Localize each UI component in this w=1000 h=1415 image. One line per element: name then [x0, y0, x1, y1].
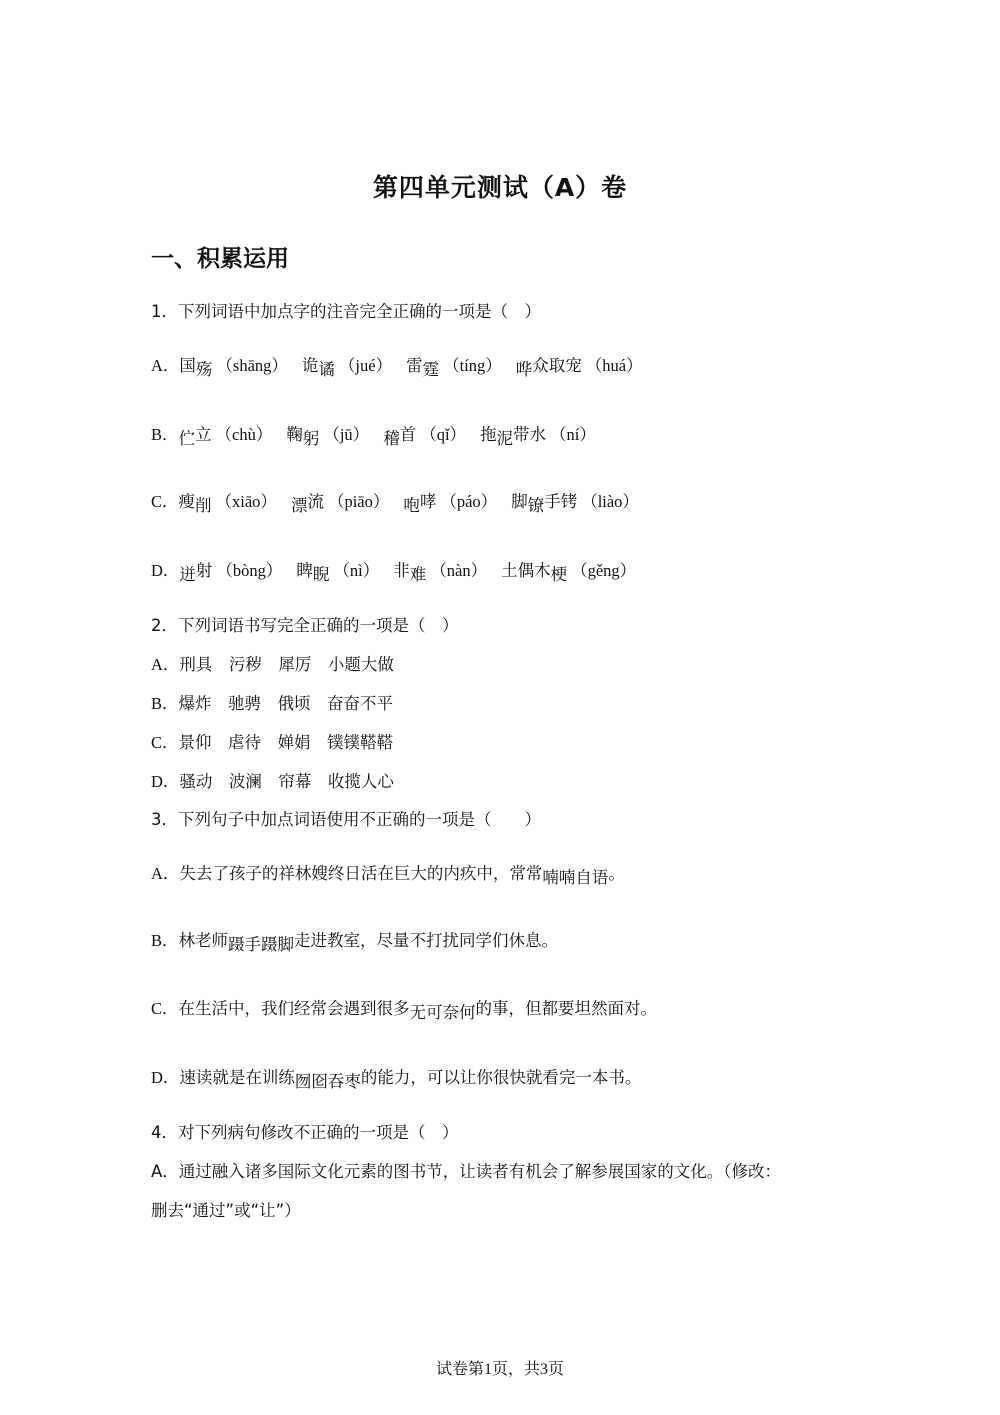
dotted-character: 稽	[383, 429, 400, 448]
q1-option-d	[151, 559, 636, 583]
pinyin: （nàn）	[430, 561, 488, 580]
word-prefix: 土偶木	[501, 561, 551, 580]
dotted-character: 泥	[496, 429, 514, 448]
q2-stem: 2．下列词语书写完全正确的一项是（ ）	[151, 616, 459, 635]
option-text-before: 在生活中，我们经常会遇到很多	[178, 999, 410, 1018]
option-text-after: 。	[608, 864, 625, 883]
word-suffix: 流	[307, 492, 324, 511]
word-prefix: 国	[179, 356, 196, 375]
dotted-character: 霆	[422, 360, 440, 379]
pinyin: （xiāo）	[215, 492, 277, 511]
dotted-phrase: 无可奈何	[409, 1003, 476, 1022]
word-suffix: 众取宠	[532, 356, 582, 375]
word-suffix: 手铐	[544, 492, 578, 511]
pinyin: （piāo）	[327, 492, 390, 511]
pinyin: （gěng）	[571, 561, 637, 580]
q2-option-d	[151, 770, 394, 794]
option-label: B．	[151, 425, 179, 444]
dotted-character: 漂	[290, 496, 308, 515]
q3-stem: 3．下列句子中加点词语使用不正确的一项是（ ）	[151, 810, 541, 829]
option-label: D．	[151, 1068, 180, 1087]
dotted-character: 殇	[195, 360, 213, 379]
pinyin: （páo）	[440, 492, 498, 511]
option-label: B．	[151, 931, 179, 950]
q3-option-b	[151, 929, 558, 953]
pinyin: （liào）	[581, 492, 639, 511]
dotted-character: 迸	[179, 565, 196, 584]
option-text-before: 失去了孩子的祥林嫂终日活在巨大的内疚中，常常	[179, 864, 543, 883]
dotted-character: 梗	[550, 565, 568, 584]
dotted-character: 哗	[515, 360, 533, 379]
dotted-character: 难	[409, 565, 427, 584]
q2-option-b	[151, 692, 393, 716]
option-text: 刑具 污秽 犀厉 小题大做	[179, 655, 394, 674]
dotted-character: 睨	[312, 565, 330, 584]
option-label: D．	[151, 772, 180, 791]
section-heading: 一、积累运用	[151, 246, 289, 272]
option-label: A．	[151, 356, 180, 375]
q4-stem: 4．对下列病句修改不正确的一项是（ ）	[151, 1123, 459, 1142]
option-label: B．	[151, 694, 179, 713]
dotted-character: 躬	[302, 429, 320, 448]
pinyin: （shāng）	[216, 356, 288, 375]
dotted-character: 削	[195, 496, 212, 515]
word-prefix: 瘦	[178, 492, 196, 511]
option-text: 爆炸 驰骋 俄顷 奋奋不平	[178, 694, 394, 713]
option-label: C．	[151, 733, 179, 752]
dotted-character: 伫	[178, 429, 196, 448]
option-text: 景仰 虐待 婵娟 镤镤鞳鞳	[178, 733, 394, 752]
option-label: A．	[151, 864, 180, 883]
word-suffix: 射	[195, 561, 213, 580]
q1-stem: 1．下列词语中加点字的注音完全正确的一项是（ ）	[151, 302, 541, 321]
option-text-before: 速读就是在训练	[179, 1068, 295, 1087]
q1-option-a	[151, 354, 643, 378]
pinyin: （jū）	[323, 425, 370, 444]
q1-option-b	[151, 423, 596, 447]
q1-option-c	[151, 490, 639, 514]
word-prefix: 拖	[480, 425, 497, 444]
word-suffix: 首	[399, 425, 417, 444]
dotted-character: 咆	[403, 496, 420, 515]
dotted-character: 镣	[527, 496, 545, 515]
option-label: A．	[151, 655, 180, 674]
q3-option-c	[151, 997, 657, 1021]
pinyin: （jué）	[338, 356, 393, 375]
dotted-phrase: 喃喃自语	[542, 868, 609, 887]
pinyin: （bòng）	[216, 561, 283, 580]
option-text-after: 的能力，可以让你很快就看完一本书。	[360, 1068, 642, 1087]
page-footer: 试卷第1页，共3页	[435, 1361, 564, 1378]
q2-option-c	[151, 731, 393, 755]
option-label: C．	[151, 999, 179, 1018]
pinyin: （ní）	[550, 425, 596, 444]
pinyin: （tíng）	[443, 356, 502, 375]
word-suffix: 带水	[513, 425, 547, 444]
word-suffix: 立	[195, 425, 212, 444]
pinyin: （nì）	[333, 561, 380, 580]
q2-option-a	[151, 653, 394, 677]
dotted-phrase: 囫囵吞枣	[294, 1072, 361, 1091]
q3-option-d	[151, 1066, 641, 1090]
option-label: D．	[151, 561, 180, 580]
option-text-after: 的事，但都要坦然面对。	[475, 999, 658, 1018]
q4-option-a-line1: A．通过融入诸多国际文化元素的图书节，让读者有机会了解参展国家的文化。（修改：	[151, 1162, 782, 1181]
dotted-character: 谲	[318, 360, 335, 379]
pinyin: （qǐ）	[420, 425, 467, 444]
word-prefix: 鞠	[286, 425, 303, 444]
word-prefix: 睥	[296, 561, 313, 580]
option-label: C．	[151, 492, 179, 511]
option-text-after: 走进教室，尽量不打扰同学们休息。	[294, 931, 559, 950]
word-suffix: 哮	[419, 492, 437, 511]
pinyin: （huá）	[585, 356, 643, 375]
word-prefix: 脚	[511, 492, 528, 511]
q4-option-a-line2: 删去“通过”或“让”）	[151, 1201, 301, 1220]
q3-option-a	[151, 862, 625, 886]
page-title: 第四单元测试（A）卷	[372, 173, 628, 202]
option-text: 骚动 波澜 帘幕 收揽人心	[179, 772, 394, 791]
word-prefix: 诡	[301, 356, 319, 375]
word-prefix: 雷	[406, 356, 423, 375]
dotted-phrase: 蹑手蹑脚	[228, 935, 295, 954]
pinyin: （chù）	[215, 425, 273, 444]
option-text-before: 林老师	[178, 931, 229, 950]
word-prefix: 非	[393, 561, 410, 580]
